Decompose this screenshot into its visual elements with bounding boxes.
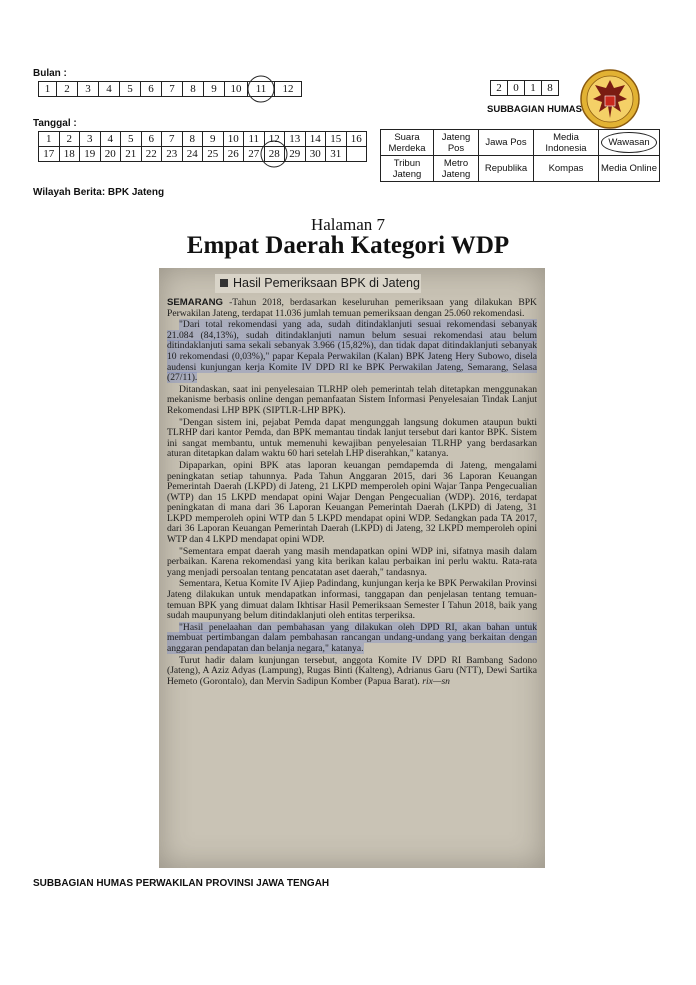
month-cell: 8 (183, 82, 204, 97)
garuda-emblem-icon (579, 68, 641, 130)
year-box (490, 80, 559, 96)
month-cell: 1 (39, 82, 57, 97)
date-cell: 16 (346, 132, 367, 147)
paragraph-text: Ditandaskan, saat ini penyelesaian TLRHP oleh pemerintah telah ditetapkan menggunakan mekanisme berbasis online dengan pemanfaatan Sistem Informasi Penyelesaian Tindak Lanjut Rekomendasi LHP BPK (SIPTLR-LHP BPK). (167, 383, 537, 416)
month-cell: 11 (248, 82, 275, 97)
media-cell: Republika (479, 156, 534, 182)
date-cell: 12 (264, 132, 285, 147)
media-cell: Wawasan (599, 130, 660, 156)
article-paragraph (167, 320, 537, 384)
article-body (167, 298, 537, 688)
media-cell: Media Indonesia (534, 130, 599, 156)
date-cell: 26 (223, 147, 244, 162)
date-cell: 17 (39, 147, 60, 162)
date-cell: 11 (244, 132, 265, 147)
date-cell: 31 (326, 147, 347, 162)
date-cell: 29 (285, 147, 306, 162)
date-cell: 4 (100, 132, 121, 147)
media-cell: Media Online (599, 156, 660, 182)
square-bullet-icon (220, 279, 228, 287)
date-cell: 7 (162, 132, 183, 147)
section-title: Hasil Pemeriksaan BPK di Jateng (233, 276, 420, 290)
article-paragraph (167, 418, 537, 460)
month-cell: 4 (99, 82, 120, 97)
article-paragraph (167, 385, 537, 417)
media-cell: Jateng Pos (434, 130, 479, 156)
paragraph-text: "Dari total rekomendasi yang ada, sudah ditindaklanjuti sesuai rekomendasi sebanyak 21.084 (84,13%), sudah ditindaklanjuti namun belum sesuai rekomendasi atau belum ditindaklanjuti sama sekali sebanyak 3.966 (15,82%), dan tidak dapat ditindaklanjuti sebanyak 10 rekomendasi (0,03%)," papar Kepala Perwakilan (Kalan) BPK Jateng Hery Subowo, disela audensi kunjungan kerja Komite IV DPD RI ke BPK Perwakilan Jateng, Semarang, Selasa (27/11). (167, 319, 537, 384)
date-cell: 15 (326, 132, 347, 147)
month-cell: 6 (141, 82, 162, 97)
date-cell: 23 (162, 147, 183, 162)
date-cell: 3 (80, 132, 101, 147)
date-cell: 21 (121, 147, 142, 162)
date-cell: 20 (100, 147, 121, 162)
article-paragraph (167, 656, 537, 688)
media-cell: Metro Jateng (434, 156, 479, 182)
month-cell: 10 (225, 82, 248, 97)
year-digit-cell: 1 (525, 81, 542, 96)
date-grid (38, 131, 367, 162)
tanggal-label: Tanggal : (33, 118, 77, 129)
paragraph-text: -Tahun 2018, berdasarkan keseluruhan pemeriksaan yang dilakukan BPK Perwakilan Jateng, terdapat 11.036 jumlah temuan pemeriksaan dengan 25.060 rekomendasi. (167, 297, 537, 319)
subbagian-label: SUBBAGIAN HUMAS (487, 104, 582, 115)
date-cell: 10 (223, 132, 244, 147)
article-paragraph (167, 298, 537, 319)
date-cell: 5 (121, 132, 142, 147)
month-cell: 9 (204, 82, 225, 97)
year-digit-cell: 8 (542, 81, 559, 96)
date-cell: 24 (182, 147, 203, 162)
month-grid (38, 81, 302, 97)
media-cell: Jawa Pos (479, 130, 534, 156)
date-cell: 30 (305, 147, 326, 162)
date-cell: 27 (244, 147, 265, 162)
footer-label: SUBBAGIAN HUMAS PERWAKILAN PROVINSI JAWA TENGAH (33, 878, 330, 889)
paragraph-text: "Sementara empat daerah yang masih mendapatkan opini WDP ini, sifatnya masih dalam perbaikan. Karena rekomendasi yang kita berikan kalau perbaikan ini perlu waktu. Rata-rata yang menjadi persoalan tentang pencatatan aset daerah," tandasnya. (167, 545, 537, 578)
article-paragraph (167, 623, 537, 655)
year-digit-cell: 0 (508, 81, 525, 96)
date-cell: 19 (80, 147, 101, 162)
article-paragraph (167, 461, 537, 546)
month-cell: 5 (120, 82, 141, 97)
date-cell: 6 (141, 132, 162, 147)
media-table (380, 129, 660, 182)
media-cell: Kompas (534, 156, 599, 182)
date-cell: 25 (203, 147, 224, 162)
date-cell: 1 (39, 132, 60, 147)
media-cell: Suara Merdeka (381, 130, 434, 156)
wilayah-berita: Wilayah Berita: BPK Jateng (33, 187, 165, 198)
month-cell: 7 (162, 82, 183, 97)
paragraph-text: "Dengan sistem ini, pejabat Pemda dapat mengunggah langsung dokumen ataupun bukti TLRHP dari kantor Pemda, dan BPK memantau tindak lanjut tersebut dari kantor BPK. Sistem ini sangat membantu, untuk memenuhi kewajiban penyelesaian TLRHP yang berdasarkan aturan ditetapkan dalam waktu 60 hari setelah LHP diserahkan," katanya. (167, 416, 537, 460)
article-paragraph (167, 579, 537, 621)
paragraph-text: Turut hadir dalam kunjungan tersebut, anggota Komite IV DPD RI Bambang Sadono (Jateng), A Aziz Adyas (Lampung), Rugas Binti (Kalteng), Adrianus Garu (NTT), Dewi Sartika Hemeto (Gorontalo), dan Mervin Sadipun Komber (Papua Barat). (167, 654, 537, 687)
paragraph-text: "Hasil penelaahan dan pembahasan yang dilakukan oleh DPD RI, akan bahan untuk membuat pertimbangan dalam pembahasan rancangan undang-undang yang berkaitan dengan anggaran pendapatan dan belanja negara," katanya. (167, 621, 537, 654)
date-cell: 28 (264, 147, 285, 162)
article-paragraph (167, 547, 537, 579)
date-cell: 13 (285, 132, 306, 147)
date-cell: 2 (59, 132, 80, 147)
month-cell: 12 (275, 82, 302, 97)
month-cell: 3 (78, 82, 99, 97)
bulan-label: Bulan : (33, 68, 67, 79)
date-cell: 14 (305, 132, 326, 147)
page-label: Halaman 7 (310, 215, 386, 234)
date-cell: 22 (141, 147, 162, 162)
author-initials: rix—sn (422, 675, 450, 687)
section-header (215, 274, 421, 293)
date-cell: 9 (203, 132, 224, 147)
dateline: SEMARANG (167, 297, 223, 308)
month-cell: 2 (57, 82, 78, 97)
paragraph-text: Dipaparkan, opini BPK atas laporan keuangan pemdapemda di Jateng, mengalami peningkatan setiap tahunnya. Pada Tahun Anggaran 2015, dari 36 Laporan Keuangan Pemerintah Daerah (LKPD) di Jateng, 21 LKPD memperoleh opini Wajar Tanpa Pengecualian (WTP) dan 15 LKPD mendapat opini Wajar Dengan Pengecualian (WDP). 2016, terdapat peningkatan di mana dari 36 Laporan Keuangan Pemerintah Daerah (LKPD) di Jateng, 31 LKPD memperoleh opini WTP dan 5 LKPD mendapat opini WDP. Sedangkan pada TA 2017, dari 36 Laporan Keuangan Pemerintah Daerah (LKPD) di Jateng, 32 LKPD memperoleh opini WTP dan 4 LKPD mendapat opini WDP. (167, 459, 537, 546)
headline: Empat Daerah Kategori WDP (186, 232, 510, 259)
date-cell: 18 (59, 147, 80, 162)
newspaper-clipping (159, 268, 545, 868)
year-digit-cell: 2 (491, 81, 508, 96)
media-cell: Tribun Jateng (381, 156, 434, 182)
date-cell (346, 147, 367, 162)
paragraph-text: Sementara, Ketua Komite IV Ajiep Padindang, kunjungan kerja ke BPK Perwakilan Provinsi Jateng dilakukan untuk mendapatkan informasi, tanggapan dan penjelasan tentang temuan-temuan BPK yang dimuat dalam Ikhtisar Hasil Pemeriksaan Semester I Tahun 2018, baik yang sudah maupunyang belum ditindaklanjuti oleh entitas terperiksa. (167, 578, 537, 622)
date-cell: 8 (182, 132, 203, 147)
